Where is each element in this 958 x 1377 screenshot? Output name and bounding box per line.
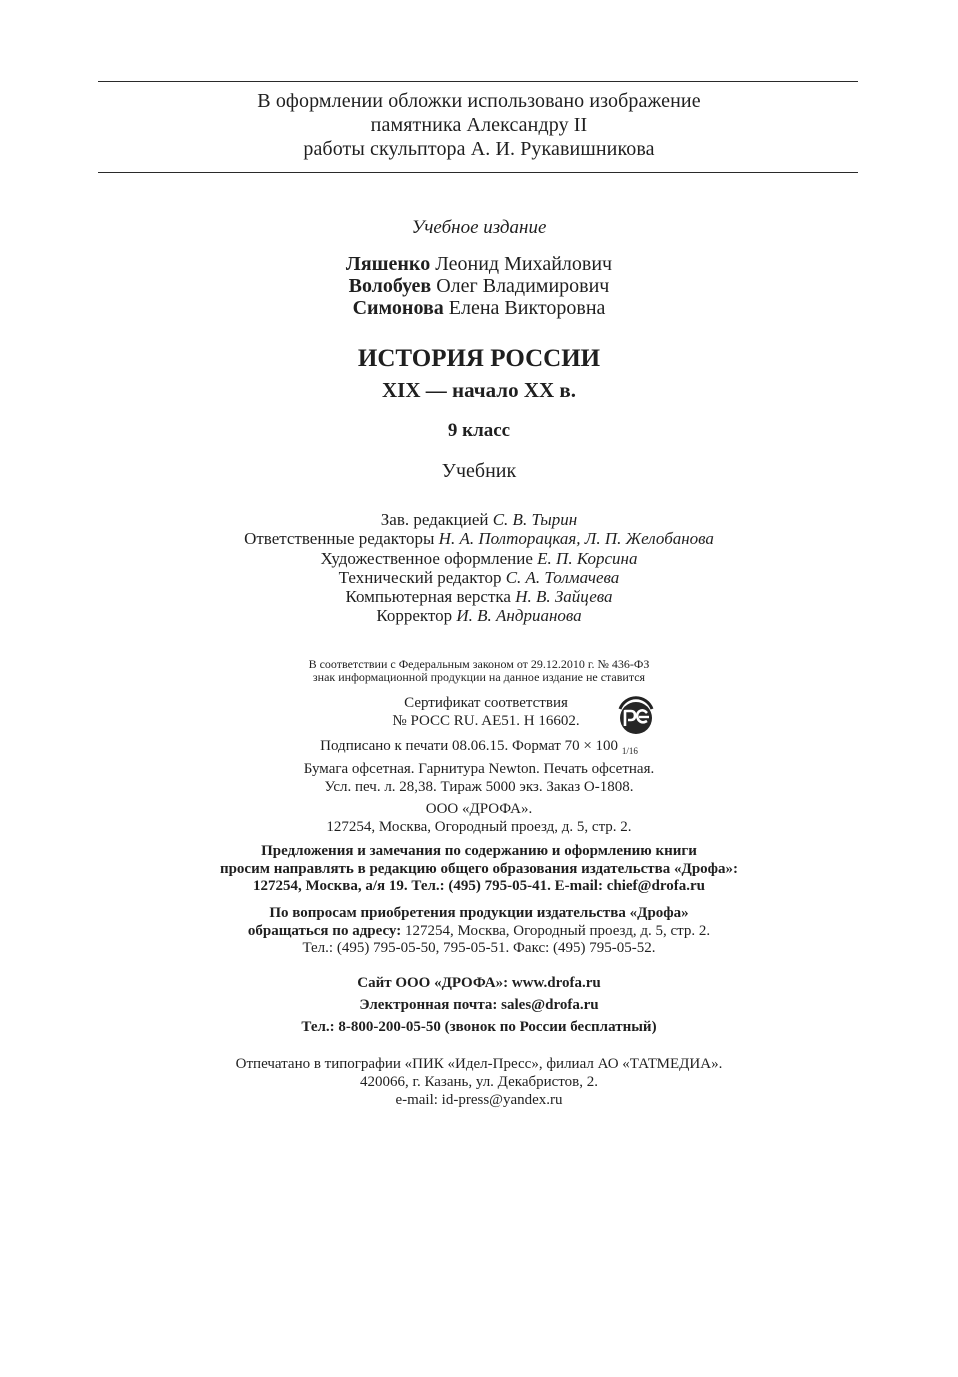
publisher-address: 127254, Москва, Огородный проезд, д. 5, стр. 2. — [326, 819, 632, 835]
suggestions-line: Предложения и замечания по содержанию и оформлению книги — [261, 843, 697, 859]
email-line: Электронная почта: sales@drofa.ru — [359, 997, 599, 1013]
rst-certification-icon — [611, 690, 661, 740]
staff-name: Н. А. Полторацкая, Л. П. Желобанова — [438, 529, 714, 549]
book-subtitle: XIX — начало XX в. — [382, 378, 576, 402]
print-sheets: Усл. печ. л. 28,38. Тираж 5000 экз. Заказ О-1808. — [324, 779, 634, 795]
staff-name: Н. В. Зайцева — [515, 587, 613, 607]
author-surname: Волобуев — [348, 275, 432, 297]
staff-role: Технический редактор — [338, 567, 502, 587]
law-note-line: В соответствии с Федеральным законом от 29.12.2010 г. № 436-ФЗ — [308, 657, 650, 671]
staff-entry — [0, 529, 958, 548]
purchase-phones: Тел.: (495) 795-05-50, 795-05-51. Факс: (495) 795-05-52. — [302, 940, 656, 956]
staff-name: И. В. Андрианова — [456, 606, 582, 626]
print-signed — [0, 737, 958, 760]
printer-email: e-mail: id-press@yandex.ru — [395, 1092, 563, 1108]
format-fraction: 1/16 — [621, 746, 638, 756]
book-title: ИСТОРИЯ РОССИИ — [357, 345, 601, 372]
printer-info — [0, 1055, 958, 1109]
contacts — [0, 972, 958, 1038]
staff-role: Художественное оформление — [320, 548, 533, 568]
publisher-name: ООО «ДРОФА». — [425, 801, 533, 817]
staff-name: Е. П. Корсина — [537, 548, 638, 568]
cover-note-line: памятника Александру II — [370, 114, 588, 136]
purchase-address-text: 127254, Москва, Огородный проезд, д. 5, стр. 2. — [401, 922, 711, 939]
phone-line: Тел.: 8-800-200-05-50 (звонок по России бесплатный) — [301, 1019, 657, 1035]
staff-entry — [0, 587, 958, 606]
cover-note — [0, 89, 958, 161]
print-signed-text: Подписано к печати 08.06.15. Формат 70 × 100 — [320, 738, 622, 754]
print-paper: Бумага офсетная. Гарнитура Newton. Печать офсетная. — [303, 761, 655, 777]
author-given-names: Елена Викторовна — [448, 297, 606, 319]
suggestions-line: 127254, Москва, а/я 19. Тел.: (495) 795-05-41. E-mail: chief@drofa.ru — [253, 878, 705, 894]
printer-address: 420066, г. Казань, ул. Декабристов, 2. — [359, 1074, 598, 1090]
staff-entry — [0, 549, 958, 568]
author-surname: Ляшенко — [345, 253, 431, 275]
staff-role: Зав. редакцией — [380, 510, 489, 529]
staff-entry — [0, 510, 958, 529]
suggestions-line: просим направлять в редакцию общего образования издательства «Дрофа»: — [219, 860, 739, 877]
staff-role: Компьютерная верстка — [345, 587, 511, 607]
author — [0, 253, 958, 275]
bottom-rule — [98, 172, 858, 173]
purchase-info — [0, 905, 958, 958]
certificate-text — [366, 694, 606, 730]
certificate-line: Сертификат соответствия — [404, 695, 568, 711]
printer-line: Отпечатано в типографии «ПИК «Идел-Пресс», филиал АО «ТАТМЕДИА». — [235, 1056, 723, 1072]
purchase-address-label: обращаться по адресу: — [247, 922, 402, 939]
edition-type: Учебное издание — [411, 217, 547, 238]
staff-role: Корректор — [376, 606, 453, 626]
staff-entry — [0, 568, 958, 587]
author-given-names: Леонид Михайлович — [435, 253, 613, 275]
author-surname: Симонова — [352, 297, 444, 319]
print-data — [0, 737, 958, 796]
book-kind: Учебник — [441, 460, 517, 482]
staff-list — [0, 510, 958, 626]
grade: 9 класс — [447, 420, 511, 441]
law-note — [0, 658, 958, 684]
staff-name: С. А. Толмачева — [505, 567, 620, 587]
cover-note-line: В оформлении обложки использовано изображение — [257, 90, 701, 112]
staff-role: Ответственные редакторы — [244, 529, 435, 549]
staff-entry — [0, 606, 958, 625]
purchase-line: По вопросам приобретения продукции издательства «Дрофа» — [269, 905, 689, 921]
law-note-line: знак информационной продукции на данное издание не ставится — [312, 670, 646, 684]
authors — [0, 253, 958, 319]
author — [0, 297, 958, 319]
publisher — [0, 800, 958, 836]
staff-name: С. В. Тырин — [492, 510, 578, 529]
author — [0, 275, 958, 297]
cover-note-line: работы скульптора А. И. Рукавишникова — [303, 138, 655, 160]
author-given-names: Олег Владимирович — [436, 275, 610, 297]
site-line: Сайт ООО «ДРОФА»: www.drofa.ru — [357, 975, 601, 991]
top-rule — [98, 81, 858, 82]
certificate-number: № РОСС RU. AE51. Н 16602. — [392, 713, 580, 729]
purchase-address — [0, 923, 958, 941]
suggestions — [0, 843, 958, 896]
